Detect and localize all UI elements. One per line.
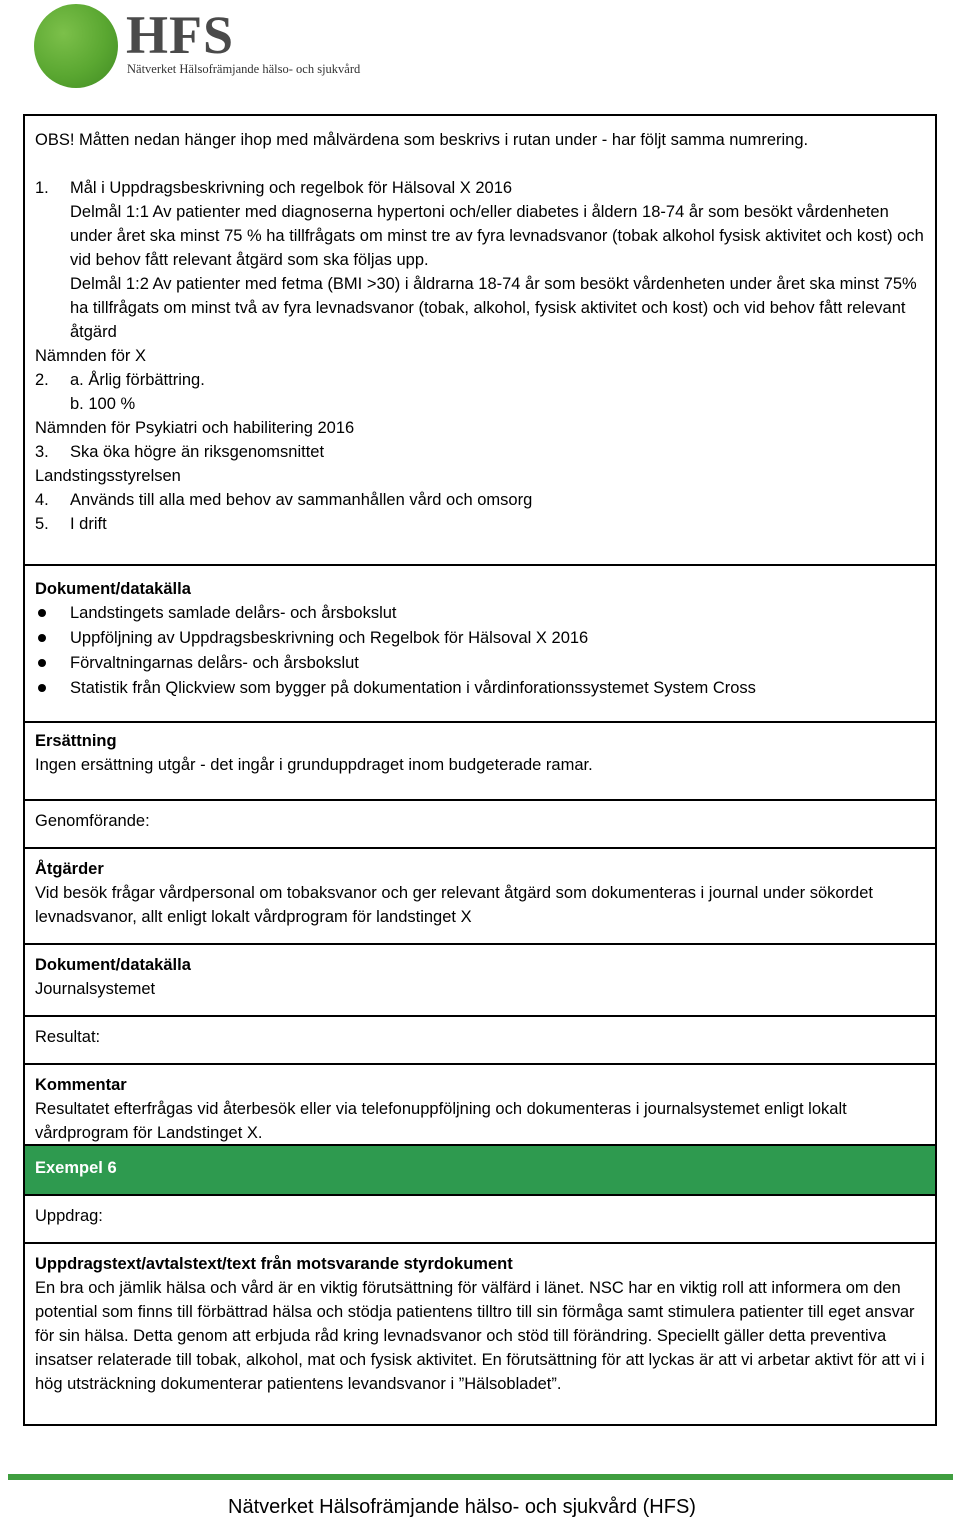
section-heading: Dokument/datakälla: [35, 956, 191, 974]
sources-row: [24, 565, 936, 722]
actions-cell: [24, 848, 936, 944]
actions-text: Vid besök frågar vårdpersonal om tobaksvanor och ger relevant åtgärd som dokumenteras i journal under sökordet levnadsvanor, allt enligt lokalt vårdprogram för landstinget X: [35, 884, 873, 926]
logo-subtitle: Nätverket Hälsofrämjande hälso- och sjukvård: [127, 62, 361, 76]
namnden-psykiatri: Nämnden för Psykiatri och habilitering 2016: [35, 419, 355, 437]
list-item: Uppföljning av Uppdragsbeskrivning och Regelbok för Hälsoval X 2016: [35, 626, 925, 651]
landstingsstyrelsen: Landstingsstyrelsen: [35, 467, 181, 485]
targets-cell: [24, 115, 936, 565]
list-item-2b: b. 100 %: [70, 395, 136, 413]
journal-cell: [24, 944, 936, 1016]
implementation-row: [24, 800, 936, 848]
footer-text: Nätverket Hälsofrämjande hälso- och sjukvård (HFS): [228, 1496, 696, 1518]
uppdrag-row: [24, 1195, 936, 1243]
section-heading: Åtgärder: [35, 860, 104, 878]
result-cell: [24, 1016, 936, 1064]
section-heading: Ersättning: [35, 732, 117, 750]
compensation-row: [24, 722, 936, 800]
delmal-1-1: Delmål 1:1 Av patienter med diagnoserna hypertoni och/eller diabetes i åldern 18-74 år som besökt vårdenheten under året ska minst 75 % ha tillfrågats om minst tre av fyra levnadsvanor (tobak alkohol fysisk aktivitet och kost) och vid behov fått relevant åtgärd som ska följas upp.: [70, 203, 924, 269]
result-label: Resultat:: [35, 1028, 101, 1046]
implementation-label: Genomförande:: [35, 812, 150, 830]
main-table: [23, 114, 937, 1161]
compensation-cell: [24, 722, 936, 800]
section-heading: Kommentar: [35, 1076, 127, 1094]
example-table: [23, 1144, 937, 1426]
implementation-cell: [24, 800, 936, 848]
uppdragstext-row: [24, 1243, 936, 1425]
compensation-text: Ingen ersättning utgår - det ingår i grunduppdraget inom budgeterade ramar.: [35, 756, 593, 774]
namnden-x: Nämnden för X: [35, 347, 146, 365]
example-title: Exempel 6: [24, 1145, 936, 1195]
list-item-3: 3. Ska öka högre än riksgenomsnittet: [35, 443, 325, 461]
delmal-1-2: Delmål 1:2 Av patienter med fetma (BMI >30) i åldrarna 18-74 år som besökt vårdenheten under året ska minst 75% ha tillfrågats om minst två av fyra levnadsvanor (tobak, alkohol, fysisk aktivitet och kost) och vid behov fått relevant åtgärd: [70, 275, 917, 341]
uppdrag-label: Uppdrag:: [24, 1195, 936, 1243]
sources-cell: [24, 565, 936, 722]
list-item-5: 5. I drift: [35, 515, 107, 533]
journal-text: Journalsystemet: [35, 980, 156, 998]
section-heading: Dokument/datakälla: [35, 580, 191, 598]
example-header-row: [24, 1145, 936, 1195]
result-row: [24, 1016, 936, 1064]
header: [30, 0, 530, 92]
actions-row: [24, 848, 936, 944]
sources-list: [35, 601, 925, 701]
list-item-4: 4. Används till alla med behov av sammanhållen vård och omsorg: [35, 491, 533, 509]
uppdragstext-body: En bra och jämlik hälsa och vård är en viktig förutsättning för välfärd i länet. NSC har en viktig roll att informera om den potential som finns till förbättrad hälsa och stödja patientens tilltro till sin förmåga samt stimulera patienter till eget ansvar för sin hälsa. Detta genom att erbjuda råd kring levnadsvanor och stöd till förändring. Speciellt gäller detta preventiva insatser relaterade till tobak, alkohol, mat och fysisk aktivitet. En förutsättning för att lyckas är att vi arbetar aktivt för att vi i hög utsträckning dokumenterar patientens levandsvanor i ”Hälsobladet”.: [35, 1279, 925, 1393]
list-item: Förvaltningarnas delårs- och årsbokslut: [35, 651, 925, 676]
list-item: Statistik från Qlickview som bygger på dokumentation i vårdinforationssystemet System Cross: [35, 676, 925, 701]
uppdragstext-cell: [24, 1243, 936, 1425]
footer-divider: [8, 1474, 953, 1480]
hfs-logo-circle-icon: [34, 4, 118, 88]
comment-text: Resultatet efterfrågas vid återbesök eller via telefonuppföljning och dokumenteras i journalsystemet enligt lokalt vårdprogram för Landstinget X.: [35, 1100, 847, 1142]
list-item: Landstingets samlade delårs- och årsbokslut: [35, 601, 925, 626]
list-item-2: 2. a. Årlig förbättring.: [35, 371, 205, 389]
targets-row: [24, 115, 936, 565]
logo-title: HFS: [126, 5, 235, 65]
section-heading: Uppdragstext/avtalstext/text från motsvarande styrdokument: [35, 1255, 513, 1273]
journal-row: [24, 944, 936, 1016]
list-item-1: 1. Mål i Uppdragsbeskrivning och regelbok för Hälsoval X 2016: [35, 179, 513, 197]
obs-note: OBS! Måtten nedan hänger ihop med målvärdena som beskrivs i rutan under - har följt samma numrering.: [35, 131, 809, 149]
